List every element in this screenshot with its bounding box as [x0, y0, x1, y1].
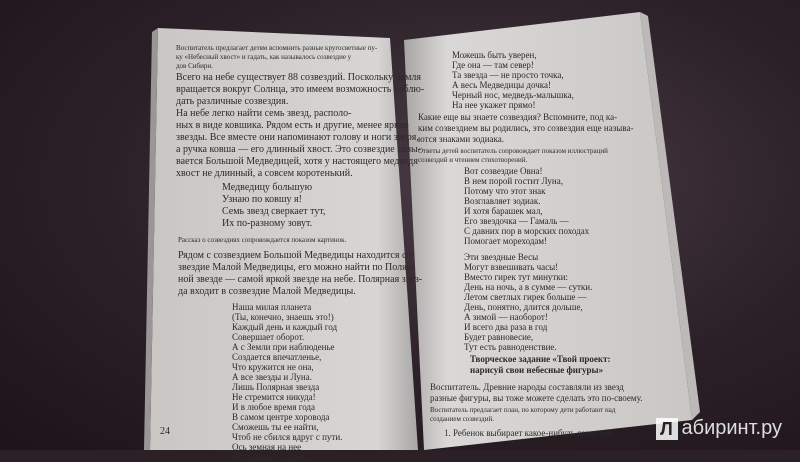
section-heading: Творческое задание «Твой проект:	[470, 354, 611, 364]
poem-line: И в любое время года	[232, 402, 316, 412]
watermark-text: абиринт.ру	[681, 417, 782, 439]
poem-line: Будет равновесие,	[464, 332, 534, 342]
poem-line: А зимой — наоборот!	[464, 312, 548, 322]
poem-line: Вот созвездие Овна!	[464, 166, 543, 176]
note-line: Рассказ о созвездиях сопровождается показом картинок.	[178, 236, 347, 244]
watermark-logo: Л	[656, 418, 678, 440]
text-line: да входит в созвездие Малой Медведицы.	[178, 286, 356, 297]
text-line: разные фигуры, вы тоже можете сделать это по-своему.	[430, 393, 643, 403]
poem-line: Его звездочка — Гамаль —	[464, 216, 569, 226]
poem-line: Их по-разному зовут.	[222, 218, 313, 229]
poem-line: Вместо гирек тут минутки:	[464, 272, 569, 282]
poem-line: Узнаю по ковшу я!	[222, 194, 302, 205]
poem-line: Помогает мореходам!	[464, 236, 548, 246]
poem-line: Что кружится не она,	[232, 362, 314, 372]
poem-line: Та звезда — не просто точка,	[452, 70, 564, 80]
text-line: дов Сибири.	[176, 62, 213, 70]
text-line: Всего на небе существует 88 созвездий. Поскольку Земля	[176, 72, 421, 83]
text-line: Воспитатель. Древние народы составляли из звезд	[430, 382, 624, 392]
text-line: Какие еще вы знаете созвездия? Вспомните, под ка-	[418, 112, 618, 122]
text-line: вается Большой Медведицей, хотя у настоящего медведя	[176, 156, 418, 167]
text-line: 1. Ребенок выбирает какое-нибудь созвездие.	[444, 428, 617, 438]
poem-line: День на ночь, а в сумме — сутки.	[464, 282, 593, 292]
text-line: ются знаками зодиака.	[418, 134, 505, 144]
poem-line: На нее укажет прямо!	[452, 100, 536, 110]
poem-line: Лишь Полярная звезда	[232, 382, 320, 392]
text-line: звездие Малой Медведицы, его можно найти по Поляр-	[178, 262, 416, 273]
watermark	[656, 417, 783, 440]
text-line: ной звезде — самой яркой звезде на небе. Полярная звез-	[178, 274, 423, 285]
poem-line: Эти звездные Весы	[464, 252, 539, 262]
poem-line: Могут взвешивать часы!	[464, 262, 559, 272]
poem-line: Сможешь ты ее найти,	[232, 422, 319, 432]
text-line: хвост не длинный, а совсем коротенький.	[176, 168, 353, 179]
poem-line: А все звезды и Луна.	[232, 372, 312, 382]
poem-line: И хотя барашек мал,	[464, 206, 543, 216]
poem-line: Наша милая планета	[232, 302, 312, 312]
note-line: созвездий и чтением стихотворений.	[418, 156, 528, 164]
poem-line: Не стремится никуда!	[232, 392, 316, 402]
text-line: ных в виде ковшика. Рядом есть и другие, менее яркие	[176, 120, 409, 131]
poem-line: Каждый день и каждый год	[232, 322, 338, 332]
poem-line: Возглавляет зодиак.	[464, 196, 541, 206]
poem-line: А с Земли при наблюденье	[232, 342, 335, 352]
poem-line: А весь Медведицы дочка!	[452, 80, 552, 90]
text-line: На небе легко найти семь звезд, располо-	[176, 108, 352, 119]
text-line: ку «Небесный хвост» и гадать, как называлось созвездие у	[176, 53, 352, 61]
note-line: Ответы детей воспитатель сопровождает показом иллюстраций	[418, 147, 608, 155]
page-number: 24	[160, 426, 170, 437]
poem-line: С давних пор в морских походах	[464, 226, 590, 236]
poem-line: Можешь быть уверен,	[452, 50, 537, 60]
poem-line: Ось земная на нее	[232, 442, 302, 452]
poem-line: Потому что этот знак	[464, 186, 546, 196]
poem-line: Чтоб не сбился вдруг с пути.	[232, 432, 343, 442]
poem-line: Создается впечатленье,	[232, 352, 322, 362]
poem-line: Черный нос, медведь-малышка,	[452, 90, 574, 100]
text-line: ким созвездием вы родились, это созвездия еще называ-	[418, 123, 634, 133]
text-line: вращается вокруг Солнца, это имеем возможность наблю-	[176, 84, 425, 95]
poem-line: Семь звезд сверкает тут,	[222, 206, 326, 217]
note-line: Воспитатель предлагает план, по которому дети работают над	[430, 406, 616, 414]
poem-line: Летом светлых гирек больше —	[464, 292, 587, 302]
section-heading: нарисуй свои небесные фигуры»	[470, 365, 604, 375]
text-line: Рядом с созвездием Большой Медведицы находится со-	[178, 250, 415, 261]
text-line: звезды. Все вместе они напоминают голову и ноги зверя,	[176, 132, 419, 143]
poem-line: (Ты, конечно, знаешь это!)	[232, 312, 334, 322]
poem-line: Совершает оборот.	[232, 332, 305, 342]
text-line: а ручка ковша — его длинный хвост. Это созвездие назы-	[176, 144, 422, 155]
poem-line: В нем порой гостит Луна,	[464, 176, 563, 186]
poem-line: День, понятно, длится дольше,	[464, 302, 583, 312]
text-line: Воспитатель предлагает детям вспомнить разные кругосветные пу-	[176, 44, 378, 52]
poem-line: Медведицу большую	[222, 182, 313, 193]
poem-line: И всего два раза в год	[464, 322, 548, 332]
note-line: созданием созвездий.	[430, 415, 494, 423]
text-line: дать различные созвездия.	[176, 96, 289, 107]
poem-line: Направляет острие.	[232, 452, 307, 462]
poem-line: В самом центре хоровода	[232, 412, 330, 422]
poem-line: Тут есть равноденствие.	[464, 342, 557, 352]
poem-line: Где она — там север!	[452, 60, 534, 70]
